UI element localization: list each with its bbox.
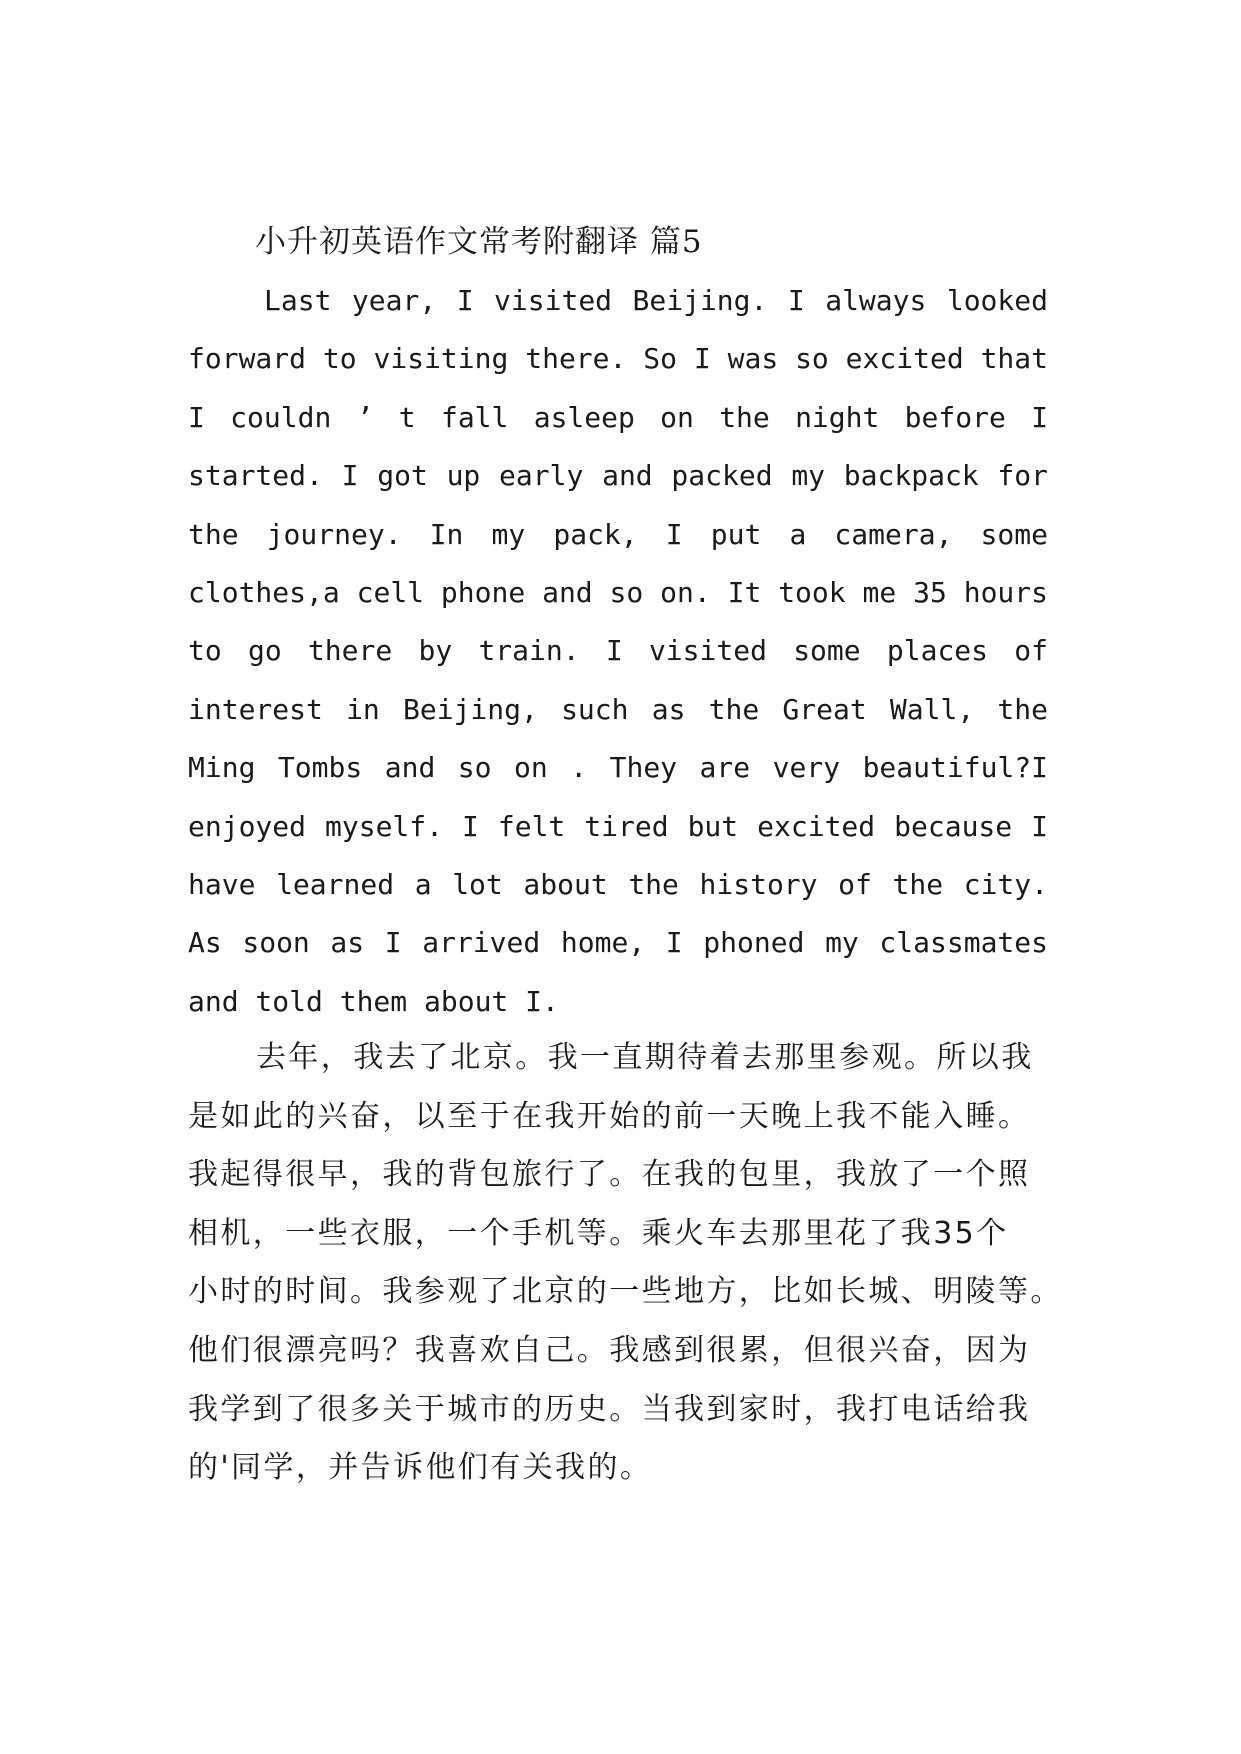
chinese-line: 我学到了很多关于城市的历史。当我到家时，我打电话给我: [188, 1391, 1031, 1427]
english-line: Last year, I visited Beijing. I always looked: [264, 284, 1048, 317]
english-line: the journey. In my pack, I put a camera, some: [188, 517, 1048, 551]
english-line: enjoyed myself. I felt tired but excited because I: [188, 809, 1048, 843]
english-line: and told them about I.: [188, 984, 559, 1018]
english-line: to go there by train. I visited some places of: [188, 634, 1048, 668]
english-line: Ming Tombs and so on . They are very beautiful?I: [188, 751, 1048, 785]
chinese-line: 是如此的兴奋，以至于在我开始的前一天晚上我不能入睡。: [188, 1098, 1031, 1134]
english-line: As soon as I arrived home, I phoned my classmates: [188, 926, 1048, 960]
chinese-line: 去年，我去了北京。我一直期待着去那里参观。所以我: [256, 1040, 1034, 1075]
english-line: interest in Beijing, such as the Great Wall, the: [188, 692, 1048, 726]
english-line: have learned a lot about the history of the city.: [188, 867, 1048, 901]
chinese-line: 我起得很早，我的背包旅行了。在我的包里，我放了一个照: [188, 1157, 1031, 1193]
english-paragraph: [188, 281, 1048, 1040]
english-line: clothes,a cell phone and so on. It took me 35 hours: [188, 575, 1048, 609]
english-line: forward to visiting there. So I was so excited that: [188, 342, 1048, 376]
chinese-line: 他们很漂亮吗？我喜欢自己。我感到很累，但很兴奋，因为: [188, 1332, 1031, 1368]
chinese-line: 相机，一些衣服，一个手机等。乘火车去那里花了我35个: [188, 1215, 1009, 1251]
english-line: started. I got up early and packed my backpack for: [188, 459, 1048, 493]
chinese-paragraph: [188, 1038, 1068, 1507]
document-title: 小升初英语作文常考附翻译 篇5: [255, 224, 703, 260]
chinese-line: 小时的时间。我参观了北京的一些地方，比如长城、明陵等。: [188, 1274, 1063, 1310]
chinese-line: 的'同学，并告诉他们有关我的。: [188, 1450, 653, 1486]
english-line: I couldn ’ t fall asleep on the night before I: [188, 400, 1048, 434]
